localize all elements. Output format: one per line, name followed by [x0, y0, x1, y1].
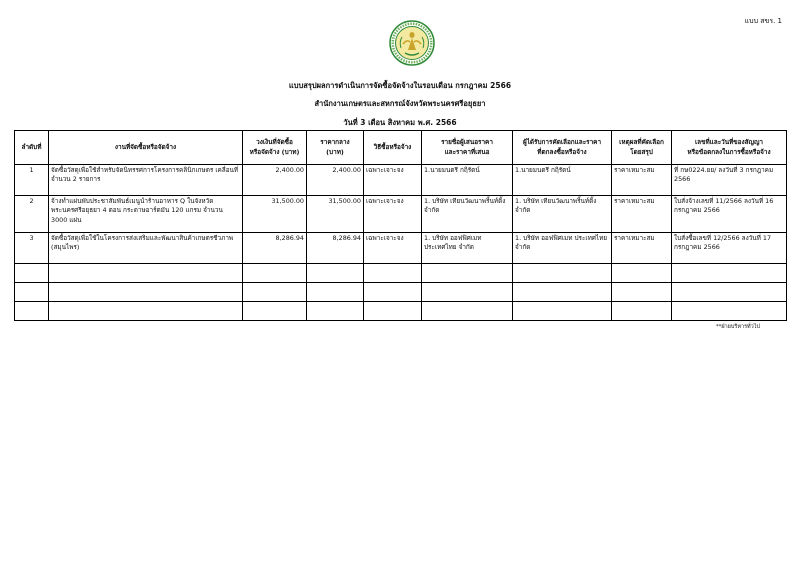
cell-method: เฉพาะเจาะจง — [364, 196, 422, 233]
table-row — [15, 233, 787, 264]
report-title: แบบสรุปผลการดำเนินการจัดซื้อจัดจ้างในรอบเดือน กรกฎาคม 2566 — [288, 81, 512, 90]
cell-method: เฉพาะเจาะจง — [364, 233, 422, 264]
col-header-reason: เหตุผลที่คัดเลือก โดยสรุป — [612, 131, 672, 165]
cell-bidders: 1.นายมนตรี กฤิรัตน์ — [422, 165, 513, 196]
footnote: **ฝ่ายบริหารทั่วไป — [715, 324, 760, 330]
agency-name: สำนักงานเกษตรและสหกรณ์จังหวัดพระนครศรีอยุธยา — [314, 99, 486, 108]
table-row — [15, 165, 787, 196]
cell-bidders: 1. บริษัท ออฟฟิศเมท ประเทศไทย จำกัด — [422, 233, 513, 264]
blank-row — [15, 302, 787, 321]
procurement-table — [14, 130, 787, 321]
cell-no: 1 — [15, 165, 49, 196]
cell-contract: ที่ กษ0224.ยย/ ลงวันที่ 3 กรกฎาคม 2566 — [672, 165, 787, 196]
cell-contract: ใบสั่งจ้างเลขที่ 11/2566 ลงวันที่ 16 กรกฎาคม 2566 — [672, 196, 787, 233]
cell-median-price: 8,286.94 — [307, 233, 364, 264]
cell-selected: 1. บริษัท เทียนวัฒนาพริ้นท์ติ้ง จำกัด — [513, 196, 612, 233]
cell-reason: ราคาเหมาะสม — [612, 196, 672, 233]
blank-row — [15, 264, 787, 283]
report-date: วันที่ 3 เดือน สิงหาคม พ.ศ. 2566 — [343, 118, 457, 127]
cell-median-price: 2,400.00 — [307, 165, 364, 196]
cell-method: เฉพาะเจาะจง — [364, 165, 422, 196]
cell-budget: 2,400.00 — [243, 165, 307, 196]
col-header-bidders: รายชื่อผู้เสนอราคา และราคาที่เสนอ — [422, 131, 513, 165]
cell-selected: 1. บริษัท ออฟฟิศเมท ประเทศไทย จำกัด — [513, 233, 612, 264]
cell-reason: ราคาเหมาะสม — [612, 233, 672, 264]
col-header-budget: วงเงินที่จัดซื้อ หรือจัดจ้าง (บาท) — [243, 131, 307, 165]
agriculture-ministry-seal-icon — [389, 20, 435, 66]
cell-no: 2 — [15, 196, 49, 233]
cell-item: จัดซื้อวัสดุเพื่อใช้สำหรับจัดนิทรรศการโครงการคลินิกเกษตร เคลื่อนที่ จำนวน 2 รายการ — [49, 165, 243, 196]
cell-median-price: 31,500.00 — [307, 196, 364, 233]
cell-contract: ใบสั่งซื้อเลขที่ 12/2566 ลงวันที่ 17 กรกฎาคม 2566 — [672, 233, 787, 264]
cell-item: จ้างทำแผ่นพับประชาสัมพันธ์เมนูนำร้านอาหาร Q ในจังหวัดพระนครศรีอยุธยา 4 ตอน กระดาษอาร์ตมัน 120 แกรม จำนวน 3000 แผ่น — [49, 196, 243, 233]
blank-row — [15, 283, 787, 302]
form-code: แบบ สขร. 1 — [744, 17, 782, 25]
table-header-row — [15, 131, 787, 165]
col-header-median-price: ราคากลาง (บาท) — [307, 131, 364, 165]
cell-no: 3 — [15, 233, 49, 264]
cell-item: จัดซื้อวัสดุเพื่อใช้ในโครงการส่งเสริมและพัฒนาสินค้าเกษตรชีวภาพ (สมุนไพร) — [49, 233, 243, 264]
col-header-contract: เลขที่และวันที่ของสัญญา หรือข้อตกลงในการซื้อหรือจ้าง — [672, 131, 787, 165]
cell-reason: ราคาเหมาะสม — [612, 165, 672, 196]
cell-selected: 1.นายมนตรี กฤิรัตน์ — [513, 165, 612, 196]
col-header-item: งานที่จัดซื้อหรือจัดจ้าง — [49, 131, 243, 165]
table-row — [15, 196, 787, 233]
cell-budget: 31,500.00 — [243, 196, 307, 233]
cell-bidders: 1. บริษัท เทียนวัฒนาพริ้นท์ติ้ง จำกัด — [422, 196, 513, 233]
cell-budget: 8,286.94 — [243, 233, 307, 264]
col-header-no: ลำดับที่ — [15, 131, 49, 165]
col-header-selected: ผู้ได้รับการคัดเลือกและราคา ที่ตกลงซื้อหรือจ้าง — [513, 131, 612, 165]
col-header-method: วิธีซื้อหรือจ้าง — [364, 131, 422, 165]
